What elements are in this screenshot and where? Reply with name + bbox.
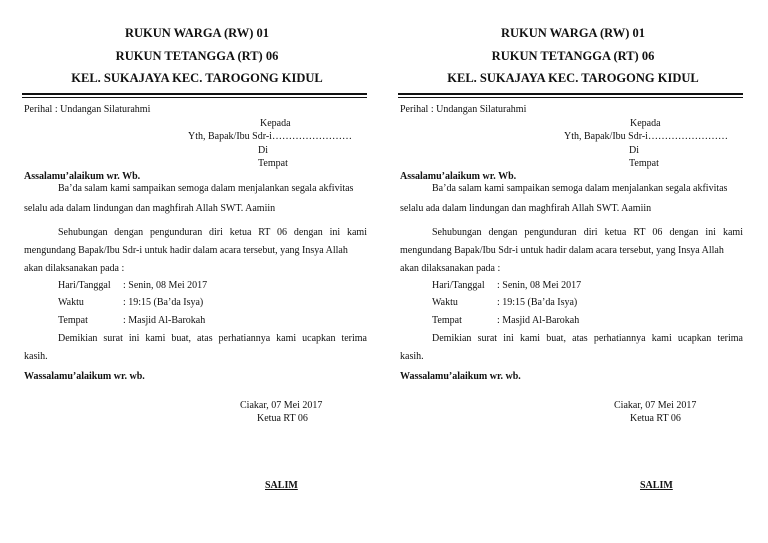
recipient-di: Di xyxy=(258,145,268,156)
perihal: Perihal : Undangan Silaturahmi xyxy=(400,104,527,115)
recipient-tempat: Tempat xyxy=(629,158,659,169)
date-label: Hari/Tanggal xyxy=(432,280,485,291)
signer-position: Ketua RT 06 xyxy=(630,413,681,424)
date-value: : Senin, 08 Mei 2017 xyxy=(123,280,208,291)
salam-opening: Assalamu’alaikum wr. Wb. xyxy=(24,171,141,182)
recipient-kepada: Kepada xyxy=(260,118,291,129)
paragraph-1-line-1: Ba’da salam kami sampaikan semoga dalam menjalankan segala akfivitas xyxy=(432,183,728,194)
header-rule-thick xyxy=(398,93,743,95)
date-label: Hari/Tanggal xyxy=(58,280,111,291)
header-kelurahan: KEL. SUKAJAYA KEC. TAROGONG KIDUL xyxy=(71,71,323,85)
place-and-date: Ciakar, 07 Mei 2017 xyxy=(614,400,697,411)
place-value: : Masjid Al-Barokah xyxy=(497,315,580,326)
header-rule-thin xyxy=(22,97,367,98)
header-rw: RUKUN WARGA (RW) 01 xyxy=(500,26,646,40)
invitation-letter-left xyxy=(22,0,372,543)
closing-line-1: Demikian surat ini kami buat, atas perhatiannya kami ucapkan terima xyxy=(58,333,367,344)
header-rw: RUKUN WARGA (RW) 01 xyxy=(124,26,270,40)
recipient-kepada: Kepada xyxy=(630,118,661,129)
header-rt: RUKUN TETANGGA (RT) 06 xyxy=(115,49,279,63)
recipient-di: Di xyxy=(629,145,639,156)
place-and-date: Ciakar, 07 Mei 2017 xyxy=(240,400,323,411)
paragraph-2-line-1: Sehubungan dengan pengunduran diri ketua RT 06 dengan ini kami xyxy=(432,227,743,238)
paragraph-2-line-2: mengundang Bapak/Ibu Sdr-i untuk hadir dalam acara tersebut, yang Insya Allah xyxy=(400,245,724,256)
header-kelurahan: KEL. SUKAJAYA KEC. TAROGONG KIDUL xyxy=(447,71,699,85)
paragraph-1-line-2: selalu ada dalam lindungan dan maghfirah Allah SWT. Aamiin xyxy=(400,203,652,214)
time-label: Waktu xyxy=(58,297,84,308)
paragraph-2-line-1: Sehubungan dengan pengunduran diri ketua RT 06 dengan ini kami xyxy=(58,227,367,238)
recipient-name: Yth, Bapak/Ibu Sdr-i…………………… xyxy=(564,131,728,142)
paragraph-1-line-1: Ba’da salam kami sampaikan semoga dalam menjalankan segala akfivitas xyxy=(58,183,354,194)
salam-closing: Wassalamu’alaikum wr. wb. xyxy=(400,371,521,382)
time-value: : 19:15 (Ba’da Isya) xyxy=(497,297,578,308)
header-rt: RUKUN TETANGGA (RT) 06 xyxy=(491,49,655,63)
closing-line-1: Demikian surat ini kami buat, atas perhatiannya kami ucapkan terima xyxy=(432,333,743,344)
recipient-tempat: Tempat xyxy=(258,158,288,169)
signer-name: SALIM xyxy=(640,480,673,491)
paragraph-2-line-3: akan dilaksanakan pada : xyxy=(24,263,125,274)
perihal: Perihal : Undangan Silaturahmi xyxy=(24,104,151,115)
time-label: Waktu xyxy=(432,297,458,308)
header-rule-thin xyxy=(398,97,743,98)
place-label: Tempat xyxy=(58,315,88,326)
invitation-letter-right xyxy=(398,0,748,543)
paragraph-2-line-3: akan dilaksanakan pada : xyxy=(400,263,501,274)
time-value: : 19:15 (Ba’da Isya) xyxy=(123,297,204,308)
salam-closing: Wassalamu’alaikum wr. wb. xyxy=(24,371,145,382)
salam-opening: Assalamu’alaikum wr. Wb. xyxy=(400,171,517,182)
date-value: : Senin, 08 Mei 2017 xyxy=(497,280,582,291)
header-rule-thick xyxy=(22,93,367,95)
signer-name: SALIM xyxy=(265,480,298,491)
recipient-name: Yth, Bapak/Ibu Sdr-i…………………… xyxy=(188,131,352,142)
place-label: Tempat xyxy=(432,315,462,326)
paragraph-2-line-2: mengundang Bapak/Ibu Sdr-i untuk hadir dalam acara tersebut, yang Insya Allah xyxy=(24,245,348,256)
closing-line-2: kasih. xyxy=(24,351,48,362)
signer-position: Ketua RT 06 xyxy=(257,413,308,424)
closing-line-2: kasih. xyxy=(400,351,424,362)
place-value: : Masjid Al-Barokah xyxy=(123,315,206,326)
paragraph-1-line-2: selalu ada dalam lindungan dan maghfirah Allah SWT. Aamiin xyxy=(24,203,276,214)
